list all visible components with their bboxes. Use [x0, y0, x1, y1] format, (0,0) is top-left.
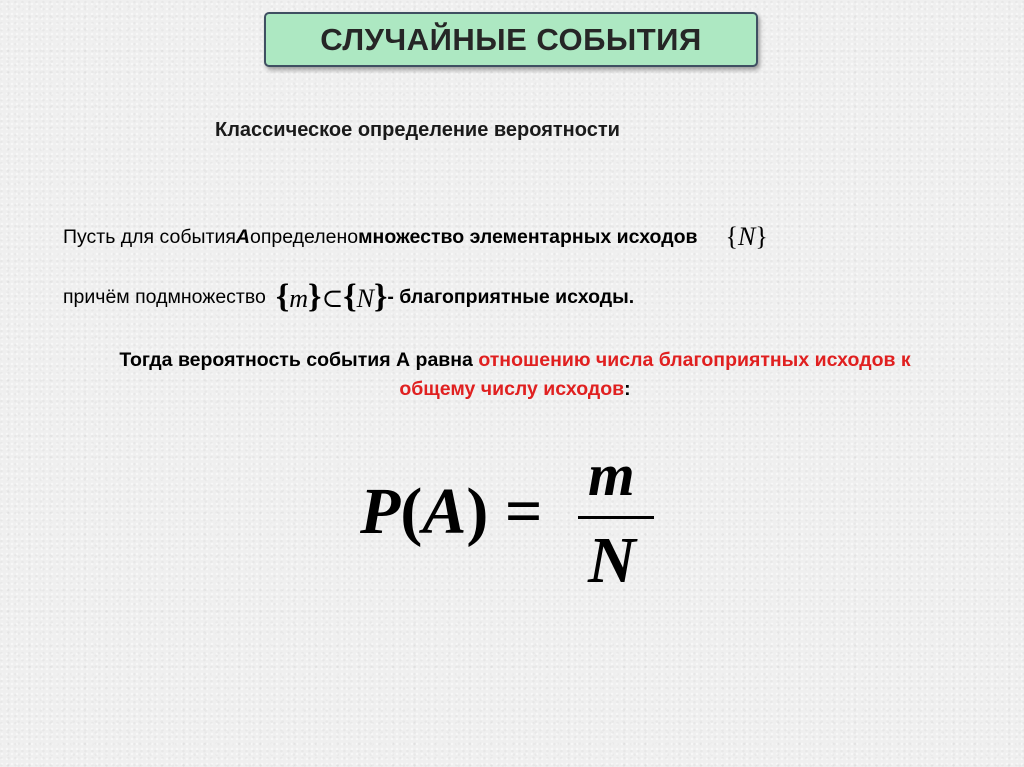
line1-text-before: Пусть для события: [63, 225, 236, 248]
subset-m-symbol: m: [289, 284, 309, 313]
favorable-outcomes-text: - благоприятные исходы.: [387, 285, 635, 308]
formula-equals: =: [504, 475, 543, 548]
formula-lhs: [360, 474, 542, 550]
subset-formula: {m}⊂{N}: [275, 278, 388, 315]
title-box: [264, 12, 758, 67]
statement-red-2: общему числу исходов: [399, 378, 625, 400]
formula-close-paren: ): [466, 475, 489, 548]
set-n-symbol: N: [737, 222, 756, 251]
statement-black: Тогда вероятность события А равна: [119, 349, 479, 371]
set-n-formula: {N}: [725, 222, 768, 251]
statement-red-1: отношению числа благоприятных исходов к: [478, 349, 911, 371]
formula-a: A: [422, 475, 467, 548]
slide-title: СЛУЧАЙНЫЕ СОБЫТИЯ: [320, 21, 702, 57]
formula-p: P: [360, 475, 401, 548]
fraction-bar: [578, 516, 654, 519]
line2-text-before: причём подмножество: [63, 285, 266, 308]
probability-formula: [360, 442, 670, 597]
formula-open-paren: (: [400, 475, 423, 548]
line1-text-middle: определено: [250, 225, 359, 248]
definition-line-2: [63, 278, 634, 316]
fraction-denominator: N: [588, 524, 636, 597]
event-a: A: [235, 225, 251, 248]
definition-line-1: [63, 222, 768, 252]
subset-n-symbol: N: [356, 284, 374, 313]
fraction-numerator: m: [588, 442, 635, 508]
probability-statement: [60, 346, 970, 404]
subset-symbol: ⊂: [321, 284, 344, 313]
elementary-outcomes-phrase: множество элементарных исходов: [358, 225, 698, 248]
subtitle: Классическое определение вероятности: [215, 119, 620, 141]
statement-tail: :: [624, 378, 631, 400]
